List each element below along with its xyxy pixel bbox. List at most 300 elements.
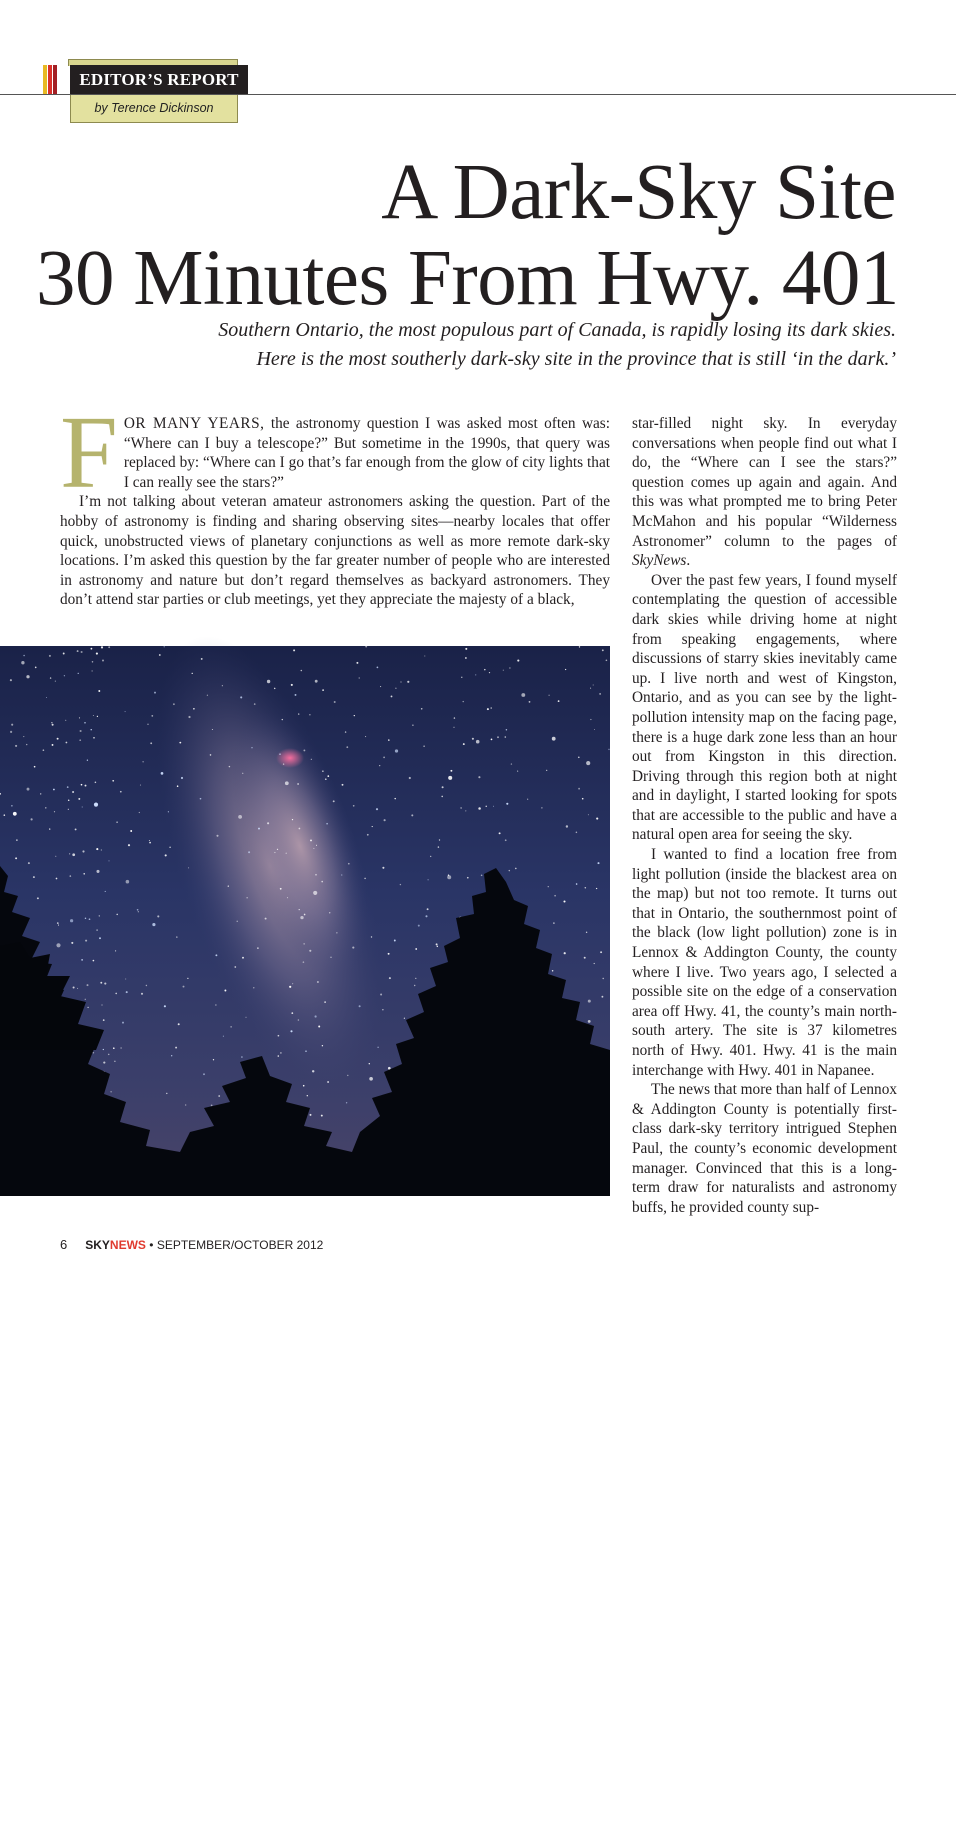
star bbox=[187, 978, 188, 979]
deck bbox=[136, 316, 896, 374]
star bbox=[430, 856, 431, 857]
star bbox=[58, 925, 59, 926]
star bbox=[75, 828, 77, 830]
star bbox=[34, 766, 36, 768]
star bbox=[584, 957, 586, 959]
star bbox=[312, 1070, 314, 1072]
star bbox=[384, 819, 386, 821]
star bbox=[207, 695, 208, 696]
star bbox=[23, 655, 25, 657]
star bbox=[602, 978, 603, 979]
issue-date: SEPTEMBER/OCTOBER 2012 bbox=[156, 1238, 324, 1252]
star bbox=[115, 993, 117, 995]
star bbox=[596, 818, 598, 820]
star bbox=[377, 1047, 378, 1048]
star bbox=[64, 675, 65, 676]
star bbox=[79, 739, 81, 741]
star bbox=[247, 897, 248, 898]
star bbox=[327, 775, 329, 777]
star bbox=[588, 814, 589, 815]
star bbox=[168, 811, 169, 812]
star bbox=[11, 805, 13, 807]
star bbox=[149, 842, 151, 844]
star bbox=[304, 914, 306, 916]
star bbox=[171, 1055, 172, 1056]
star bbox=[43, 749, 45, 751]
star bbox=[279, 753, 281, 755]
star bbox=[438, 846, 439, 847]
star bbox=[26, 744, 27, 745]
star bbox=[116, 821, 118, 823]
star bbox=[352, 947, 354, 949]
star bbox=[315, 680, 318, 683]
star bbox=[289, 986, 291, 988]
article-column-right bbox=[632, 414, 897, 1217]
star bbox=[150, 742, 152, 744]
star bbox=[140, 785, 141, 786]
star bbox=[283, 763, 284, 764]
star bbox=[345, 731, 346, 732]
star bbox=[103, 1019, 105, 1021]
star bbox=[427, 879, 428, 880]
star bbox=[515, 868, 517, 870]
star bbox=[10, 731, 12, 733]
star bbox=[576, 832, 578, 834]
star bbox=[72, 853, 75, 856]
star bbox=[347, 1075, 348, 1076]
star bbox=[28, 862, 30, 864]
star bbox=[67, 786, 69, 788]
star bbox=[298, 1019, 300, 1021]
star bbox=[310, 1114, 312, 1116]
star bbox=[356, 662, 358, 664]
star bbox=[336, 932, 337, 933]
star bbox=[51, 722, 52, 723]
star bbox=[517, 771, 518, 772]
star bbox=[85, 785, 87, 787]
star bbox=[69, 853, 70, 854]
star bbox=[448, 875, 449, 876]
star bbox=[586, 932, 587, 933]
star bbox=[324, 1001, 326, 1003]
star bbox=[177, 785, 179, 787]
star bbox=[353, 805, 355, 807]
star bbox=[415, 978, 416, 979]
star bbox=[114, 1061, 115, 1062]
star bbox=[81, 784, 83, 786]
star bbox=[13, 812, 17, 816]
page-footer bbox=[60, 1237, 323, 1252]
star bbox=[436, 943, 438, 945]
star bbox=[52, 744, 54, 746]
star bbox=[15, 745, 17, 747]
star bbox=[400, 884, 401, 885]
star bbox=[278, 1055, 280, 1057]
star bbox=[193, 708, 195, 710]
star bbox=[367, 834, 369, 836]
star bbox=[213, 1059, 214, 1060]
star bbox=[92, 661, 94, 663]
article-column-left bbox=[60, 395, 610, 610]
star bbox=[346, 1102, 347, 1103]
star bbox=[558, 700, 560, 702]
star bbox=[309, 950, 311, 952]
star bbox=[292, 819, 293, 820]
star bbox=[45, 807, 46, 808]
star bbox=[311, 759, 312, 760]
star bbox=[142, 761, 143, 762]
star bbox=[55, 856, 56, 857]
star bbox=[439, 839, 440, 840]
photo-caption bbox=[58, 1779, 538, 1836]
star bbox=[96, 848, 98, 850]
star bbox=[99, 937, 101, 939]
star bbox=[529, 701, 531, 703]
star bbox=[382, 1009, 383, 1010]
star bbox=[141, 993, 143, 995]
star bbox=[73, 986, 75, 988]
star bbox=[147, 724, 148, 725]
star bbox=[224, 990, 226, 992]
brand-sky: SKY bbox=[85, 1238, 110, 1252]
star bbox=[81, 651, 83, 653]
star bbox=[380, 993, 382, 995]
star bbox=[80, 730, 82, 732]
star bbox=[99, 915, 100, 916]
star bbox=[307, 1095, 308, 1096]
star bbox=[91, 648, 93, 650]
star bbox=[83, 873, 85, 875]
star bbox=[101, 1004, 102, 1005]
star bbox=[282, 719, 283, 720]
paragraph bbox=[632, 414, 897, 571]
star bbox=[552, 970, 554, 972]
star bbox=[322, 1045, 323, 1046]
star bbox=[322, 689, 324, 691]
star bbox=[66, 742, 68, 744]
deck-line-1: Southern Ontario, the most populous part of Canada, is rapidly losing its dark skies. bbox=[218, 319, 896, 341]
star bbox=[467, 877, 469, 879]
star bbox=[154, 692, 156, 694]
star bbox=[395, 688, 396, 689]
star bbox=[293, 649, 295, 651]
star bbox=[427, 908, 429, 910]
star bbox=[415, 948, 417, 950]
star bbox=[57, 922, 59, 924]
star bbox=[93, 960, 95, 962]
star bbox=[594, 729, 595, 730]
star bbox=[200, 798, 202, 800]
star bbox=[192, 673, 193, 674]
star bbox=[222, 685, 223, 686]
star bbox=[253, 987, 254, 988]
star bbox=[588, 1000, 591, 1003]
star bbox=[89, 918, 91, 920]
star bbox=[185, 1104, 186, 1105]
star bbox=[188, 867, 189, 868]
star bbox=[527, 799, 528, 800]
star bbox=[590, 688, 591, 689]
brand-news: NEWS bbox=[109, 1238, 146, 1252]
star bbox=[31, 818, 33, 820]
star bbox=[442, 786, 444, 788]
star bbox=[377, 667, 379, 669]
star bbox=[285, 781, 289, 785]
star bbox=[517, 660, 519, 662]
star bbox=[183, 986, 185, 988]
star bbox=[437, 946, 438, 947]
star bbox=[359, 1005, 361, 1007]
star bbox=[582, 798, 584, 800]
star bbox=[229, 766, 230, 767]
star bbox=[395, 749, 398, 752]
star bbox=[303, 961, 305, 963]
star bbox=[115, 950, 116, 951]
star bbox=[299, 828, 301, 830]
star bbox=[509, 667, 510, 668]
section-label: EDITOR’S REPORT bbox=[70, 65, 248, 94]
star bbox=[411, 814, 413, 816]
star bbox=[304, 943, 305, 944]
star bbox=[179, 742, 181, 744]
star bbox=[120, 1047, 121, 1048]
star bbox=[96, 929, 98, 931]
star bbox=[321, 881, 323, 883]
star bbox=[334, 701, 336, 703]
star bbox=[203, 1073, 205, 1075]
star bbox=[56, 878, 58, 880]
star bbox=[278, 1035, 280, 1037]
star bbox=[465, 657, 467, 659]
star bbox=[463, 701, 464, 702]
star bbox=[365, 736, 366, 737]
star bbox=[146, 985, 147, 986]
star bbox=[70, 875, 72, 877]
star bbox=[35, 667, 37, 669]
star bbox=[601, 996, 603, 998]
star bbox=[265, 918, 267, 920]
star bbox=[78, 673, 79, 674]
star bbox=[138, 911, 139, 912]
star bbox=[27, 788, 30, 791]
star bbox=[257, 947, 259, 949]
star bbox=[541, 807, 542, 808]
star bbox=[242, 773, 243, 774]
star bbox=[315, 1015, 317, 1017]
star bbox=[230, 1026, 231, 1027]
star bbox=[49, 828, 50, 829]
star bbox=[333, 800, 335, 802]
star bbox=[491, 739, 493, 741]
star bbox=[310, 839, 312, 841]
star bbox=[4, 814, 6, 816]
star bbox=[394, 940, 396, 942]
star bbox=[300, 916, 303, 919]
star bbox=[125, 711, 126, 712]
title-line-2: 30 Minutes From Hwy. 401 bbox=[36, 235, 899, 322]
star bbox=[418, 925, 420, 927]
star bbox=[423, 745, 424, 746]
star bbox=[212, 729, 213, 730]
star bbox=[108, 1054, 110, 1056]
star bbox=[317, 981, 319, 983]
caption-text: The Sagittarius star cloud at centre and, below it, the brilliant star cluster M7—both prominent in this shot taken from the L&A County Dark Sky Viewing Site—mark the core region of our Milky Way Galaxy. bbox=[58, 1781, 533, 1832]
star bbox=[240, 696, 242, 698]
star bbox=[578, 756, 580, 758]
star bbox=[96, 653, 98, 655]
star bbox=[49, 655, 51, 657]
star bbox=[553, 922, 555, 924]
star bbox=[16, 839, 17, 840]
star bbox=[461, 677, 462, 678]
star bbox=[54, 811, 55, 812]
star bbox=[476, 740, 480, 744]
star bbox=[563, 900, 565, 902]
star bbox=[594, 963, 595, 964]
star bbox=[57, 738, 59, 740]
star bbox=[585, 887, 586, 888]
star bbox=[100, 982, 102, 984]
paragraph bbox=[60, 395, 610, 510]
star bbox=[77, 988, 78, 989]
star bbox=[93, 715, 94, 716]
star bbox=[602, 649, 604, 651]
star bbox=[486, 806, 487, 807]
star bbox=[286, 853, 287, 854]
page-number: 6 bbox=[60, 1237, 68, 1252]
star bbox=[354, 715, 355, 716]
star bbox=[112, 780, 114, 782]
star bbox=[586, 761, 590, 765]
star bbox=[290, 1030, 292, 1032]
star bbox=[376, 808, 378, 810]
star bbox=[506, 729, 508, 731]
page-title bbox=[36, 149, 899, 322]
star bbox=[70, 919, 73, 922]
star bbox=[53, 789, 55, 791]
star bbox=[548, 695, 549, 696]
star bbox=[412, 724, 414, 726]
star bbox=[383, 757, 385, 759]
star bbox=[287, 897, 288, 898]
star bbox=[382, 867, 384, 869]
drop-cap: F bbox=[60, 395, 118, 510]
star bbox=[341, 874, 342, 875]
star bbox=[424, 655, 425, 656]
section-color-stripes bbox=[43, 65, 63, 94]
star bbox=[85, 999, 86, 1000]
star bbox=[606, 659, 608, 661]
star bbox=[371, 936, 372, 937]
footer-separator: • bbox=[149, 1238, 154, 1252]
star bbox=[55, 681, 56, 682]
star bbox=[490, 707, 492, 709]
star bbox=[608, 749, 610, 751]
star bbox=[52, 724, 54, 726]
star bbox=[372, 826, 373, 827]
star bbox=[316, 845, 317, 846]
star bbox=[210, 754, 212, 756]
star bbox=[85, 940, 87, 942]
star bbox=[137, 909, 139, 911]
star bbox=[297, 783, 299, 785]
star bbox=[139, 812, 140, 813]
star bbox=[478, 776, 480, 778]
star bbox=[126, 880, 130, 884]
star bbox=[151, 715, 153, 717]
star bbox=[565, 669, 566, 670]
star bbox=[152, 923, 155, 926]
star bbox=[218, 1095, 220, 1097]
star bbox=[96, 870, 99, 873]
star bbox=[299, 909, 300, 910]
star bbox=[475, 674, 476, 675]
star bbox=[65, 720, 66, 721]
star bbox=[481, 875, 483, 877]
star bbox=[330, 957, 331, 958]
star bbox=[369, 1063, 370, 1064]
star bbox=[391, 695, 393, 697]
paragraph: Over the past few years, I found myself contemplating the question of accessible dark skies while driving home at night from speaking engagements, where discussions of starry skies inevitably came up. I live north and west of Kingston, Ontario, and as you can see by the light-pollution intensity map on the facing page, there is a huge dark zone less than an hour out from Kingston in this direction. Driving through this region both at night and in daylight, I started looking for spots that are accessible to the public and have a natural open area for seeing the sky. bbox=[632, 571, 897, 844]
star bbox=[407, 681, 409, 683]
star bbox=[379, 765, 380, 766]
star bbox=[72, 791, 74, 793]
star bbox=[126, 991, 128, 993]
caption-label: DEEP SOUTH bbox=[58, 1780, 143, 1795]
star bbox=[295, 694, 297, 696]
star bbox=[348, 863, 350, 865]
star bbox=[346, 746, 348, 748]
star bbox=[178, 1023, 180, 1025]
star bbox=[460, 807, 461, 808]
star bbox=[504, 736, 506, 738]
star bbox=[98, 690, 100, 692]
paragraph: I’m not talking about veteran amateur astronomers asking the question. Part of the hobby of astronomy is finding and sharing observing sites—nearby locales that offer quick, unobstructed views of planetary conjunctions as well as more remote dark-sky locations. I’m asked this question by the far greater number of people who are interested in astronomy and nature but don’t regard themselves as backyard astronomers. They don’t attend star parties or club meetings, yet they appreciate the majesty of a black, bbox=[60, 493, 610, 609]
star bbox=[46, 697, 47, 698]
star bbox=[128, 844, 130, 846]
paragraph-text-end: . bbox=[686, 552, 691, 570]
star bbox=[448, 776, 452, 780]
star bbox=[173, 703, 175, 705]
star bbox=[241, 1056, 243, 1058]
star bbox=[228, 885, 229, 886]
star bbox=[21, 661, 24, 664]
star bbox=[291, 1012, 293, 1014]
paragraph: I wanted to find a location free from light pollution (inside the blackest area on the map) but not too remote. It turns out that in Ontario, the southernmost point of the black (low light pollution) zone is in Lennox & Addington County, the county where I live. Two years ago, I selected a possible site on the edge of a conservation area off Hwy. 41, the county’s main north-south artery. The site is 37 kilometres north of Hwy. 401. Hwy. 41 is the main interchange with Hwy. 401 in Napanee. bbox=[632, 846, 897, 1079]
star bbox=[93, 737, 95, 739]
star bbox=[251, 747, 252, 748]
star bbox=[10, 679, 12, 681]
star bbox=[85, 918, 86, 919]
star bbox=[103, 1049, 104, 1050]
star bbox=[478, 807, 481, 810]
star bbox=[238, 815, 242, 819]
star bbox=[450, 770, 452, 772]
star bbox=[313, 848, 314, 849]
star bbox=[487, 708, 489, 710]
star bbox=[37, 897, 39, 899]
star bbox=[318, 1026, 320, 1028]
star bbox=[102, 660, 104, 662]
star bbox=[506, 803, 508, 805]
star bbox=[578, 788, 580, 790]
star bbox=[388, 953, 390, 955]
star bbox=[303, 1085, 305, 1087]
star bbox=[125, 978, 126, 979]
star bbox=[484, 669, 486, 671]
star bbox=[175, 1047, 177, 1049]
star bbox=[122, 1022, 124, 1024]
